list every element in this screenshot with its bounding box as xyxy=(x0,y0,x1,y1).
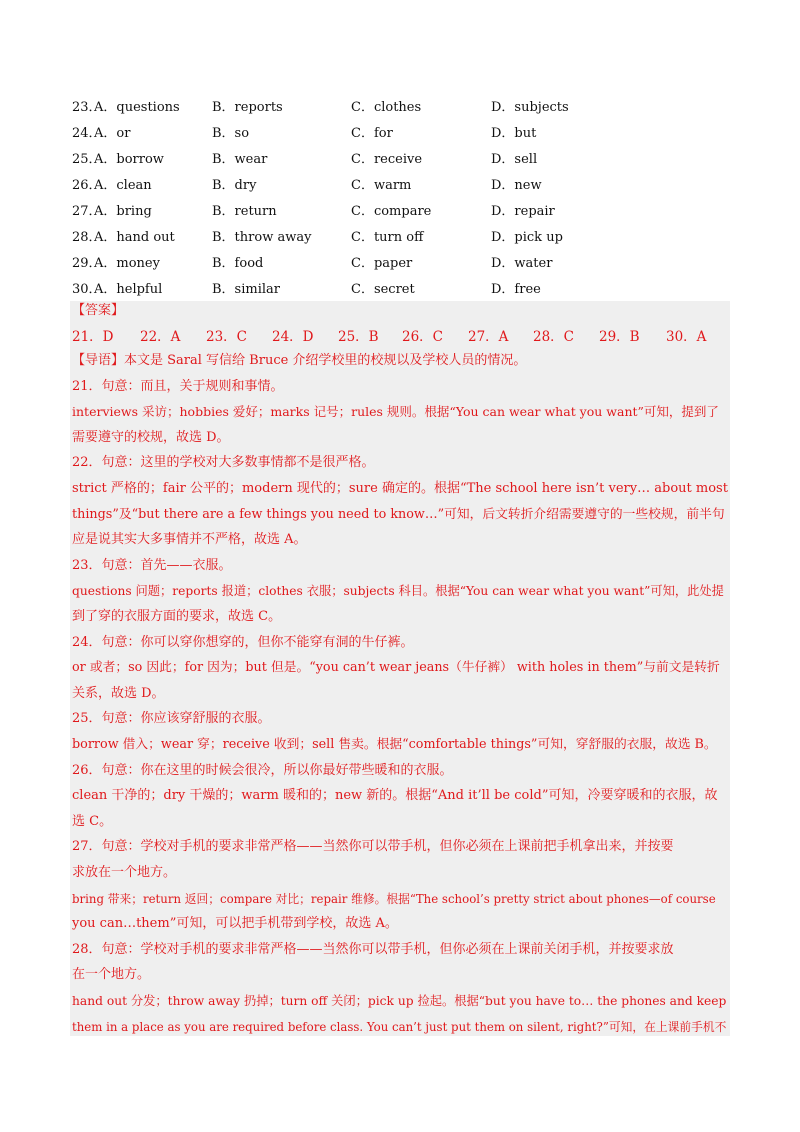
answer-heading: 【答案】 xyxy=(72,303,125,318)
question-number: 28． xyxy=(72,230,102,245)
question-row xyxy=(72,197,728,223)
question-number: 24． xyxy=(72,126,102,141)
answer-key-item: 23．C xyxy=(206,329,248,345)
explanation-line: clean 干净的；dry 干燥的；warm 暖和的；new 新的。根据“And it’ll be cold”可知，冷要穿暖和的衣服，故 xyxy=(72,788,718,804)
explanation-line: 28．句意：学校对手机的要求非常严格——当然你可以带手机，但你必须在上课前关闭手机，并按要求放 xyxy=(72,941,674,957)
option-b: B．reports xyxy=(212,100,283,115)
explanation-line: 【导语】本文是 Saral 写信给 Bruce 介绍学校里的校规以及学校人员的情况。 xyxy=(72,353,527,368)
explanation-line: strict 严格的；fair 公平的；modern 现代的；sure 确定的。根据“The school here isn’t very… about most xyxy=(72,481,728,496)
answer-key-item: 25．B xyxy=(338,329,379,345)
explanation-line: 应是说其实大多事情并不严格，故选 A。 xyxy=(72,532,307,548)
explanation-line: 关系，故选 D。 xyxy=(72,685,165,701)
answer-key-item: 26．C xyxy=(402,329,444,345)
option-d: D．sell xyxy=(491,152,538,167)
question-row xyxy=(72,93,728,119)
option-a: A．borrow xyxy=(94,152,164,167)
option-d: D．subjects xyxy=(491,100,569,115)
option-c: C．clothes xyxy=(351,100,422,115)
question-row xyxy=(72,275,728,301)
answer-key-item: 30．A xyxy=(666,329,707,345)
explanation-line: questions 问题；reports 报道；clothes 衣服；subjects 科目。根据“You can wear what you want”可知，此处提 xyxy=(72,584,724,599)
option-d: D．but xyxy=(491,126,537,141)
answer-key-item: 29．B xyxy=(599,329,640,345)
question-number: 26． xyxy=(72,178,102,193)
explanation-line: 在一个地方。 xyxy=(72,967,151,983)
explanation-line: things”及“but there are a few things you need to know…”可知，后文转折介绍需要遵守的一些校规，前半句 xyxy=(72,506,725,522)
explanation-line: borrow 借入；wear 穿；receive 收到；sell 售卖。根据“comfortable things”可知，穿舒服的衣服，故选 B。 xyxy=(72,737,717,752)
option-c: C．secret xyxy=(351,282,415,297)
explanation-line: 25．句意：你应该穿舒服的衣服。 xyxy=(72,711,271,727)
option-c: C．paper xyxy=(351,256,413,271)
option-c: C．for xyxy=(351,126,393,141)
explanation-line: 选 C。 xyxy=(72,813,113,829)
question-number: 23． xyxy=(72,100,102,115)
explanation-line: 21．句意：而且，关于规则和事情。 xyxy=(72,378,284,394)
question-number: 29． xyxy=(72,256,102,271)
explanation-line: 23．句意：首先——衣服。 xyxy=(72,557,232,573)
option-b: B．throw away xyxy=(212,230,312,245)
option-a: A．questions xyxy=(94,100,180,115)
explanation-line: interviews 采访；hobbies 爱好；marks 记号；rules 规则。根据“You can wear what you want”可知，提到了 xyxy=(72,404,719,420)
option-b: B．return xyxy=(212,204,277,219)
option-c: C．turn off xyxy=(351,230,424,245)
explanation-line: 26．句意：你在这里的时候会很冷，所以你最好带些暖和的衣服。 xyxy=(72,762,453,778)
option-a: A．bring xyxy=(94,204,152,219)
option-a: A．clean xyxy=(94,178,152,193)
question-options-list xyxy=(72,93,728,301)
option-d: D．repair xyxy=(491,204,555,219)
answer-key-item: 28．C xyxy=(533,329,575,345)
answer-section xyxy=(70,301,730,1036)
answer-key-row xyxy=(72,325,728,347)
explanation-line: you can…them”可知，可以把手机带到学校，故选 A。 xyxy=(72,916,398,932)
explanation-line: or 或者；so 因此；for 因为；but 但是。“you can’t wear jeans（牛仔裤） with holes in them”与前文是转折 xyxy=(72,660,720,676)
option-b: B．dry xyxy=(212,178,257,193)
option-a: A．money xyxy=(94,256,160,271)
answer-key-item: 22．A xyxy=(140,329,181,345)
question-row xyxy=(72,223,728,249)
option-b: B．so xyxy=(212,126,250,141)
question-number: 30． xyxy=(72,282,102,297)
explanation-line: 24．句意：你可以穿你想穿的，但你不能穿有洞的牛仔裤。 xyxy=(72,634,414,650)
answer-key-item: 27．A xyxy=(468,329,509,345)
option-a: A．or xyxy=(94,126,131,141)
option-c: C．warm xyxy=(351,178,412,193)
explanation-line: 22．句意：这里的学校对大多数事情都不是很严格。 xyxy=(72,455,375,471)
question-row xyxy=(72,171,728,197)
option-d: D．new xyxy=(491,178,542,193)
option-a: A．hand out xyxy=(94,230,175,245)
question-number: 25． xyxy=(72,152,102,167)
option-b: B．food xyxy=(212,256,264,271)
question-row xyxy=(72,145,728,171)
option-b: B．wear xyxy=(212,152,268,167)
option-b: B．similar xyxy=(212,282,280,297)
question-row xyxy=(72,249,728,275)
explanation-line: 27．句意：学校对手机的要求非常严格——当然你可以带手机，但你必须在上课前把手机拿出来，并按要 xyxy=(72,839,674,855)
option-d: D．pick up xyxy=(491,230,563,245)
answer-key-item: 24．D xyxy=(272,329,314,345)
option-d: D．free xyxy=(491,282,541,297)
explanation-line: 求放在一个地方。 xyxy=(72,865,177,880)
explanation-line: 需要遵守的校规，故选 D。 xyxy=(72,429,230,445)
explanation-line: bring 带来；return 返回；compare 对比；repair 维修。根据“The school’s pretty strict about phones—of course xyxy=(72,891,716,906)
explanation-line: them in a place as you are required before class. You can’t just put them on silent, right?”可知，在上课前手机不 xyxy=(72,1019,727,1034)
question-number: 27． xyxy=(72,204,102,219)
option-a: A．helpful xyxy=(94,282,163,297)
answer-key-item: 21．D xyxy=(72,329,114,345)
explanation-line: 到了穿的衣服方面的要求，故选 C。 xyxy=(72,609,282,624)
option-d: D．water xyxy=(491,256,553,271)
option-c: C．compare xyxy=(351,204,432,219)
question-row xyxy=(72,119,728,145)
option-c: C．receive xyxy=(351,152,423,167)
explanation-line: hand out 分发；throw away 扔掉；turn off 关闭；pick up 捡起。根据“but you have to… the phones and keep xyxy=(72,994,727,1008)
